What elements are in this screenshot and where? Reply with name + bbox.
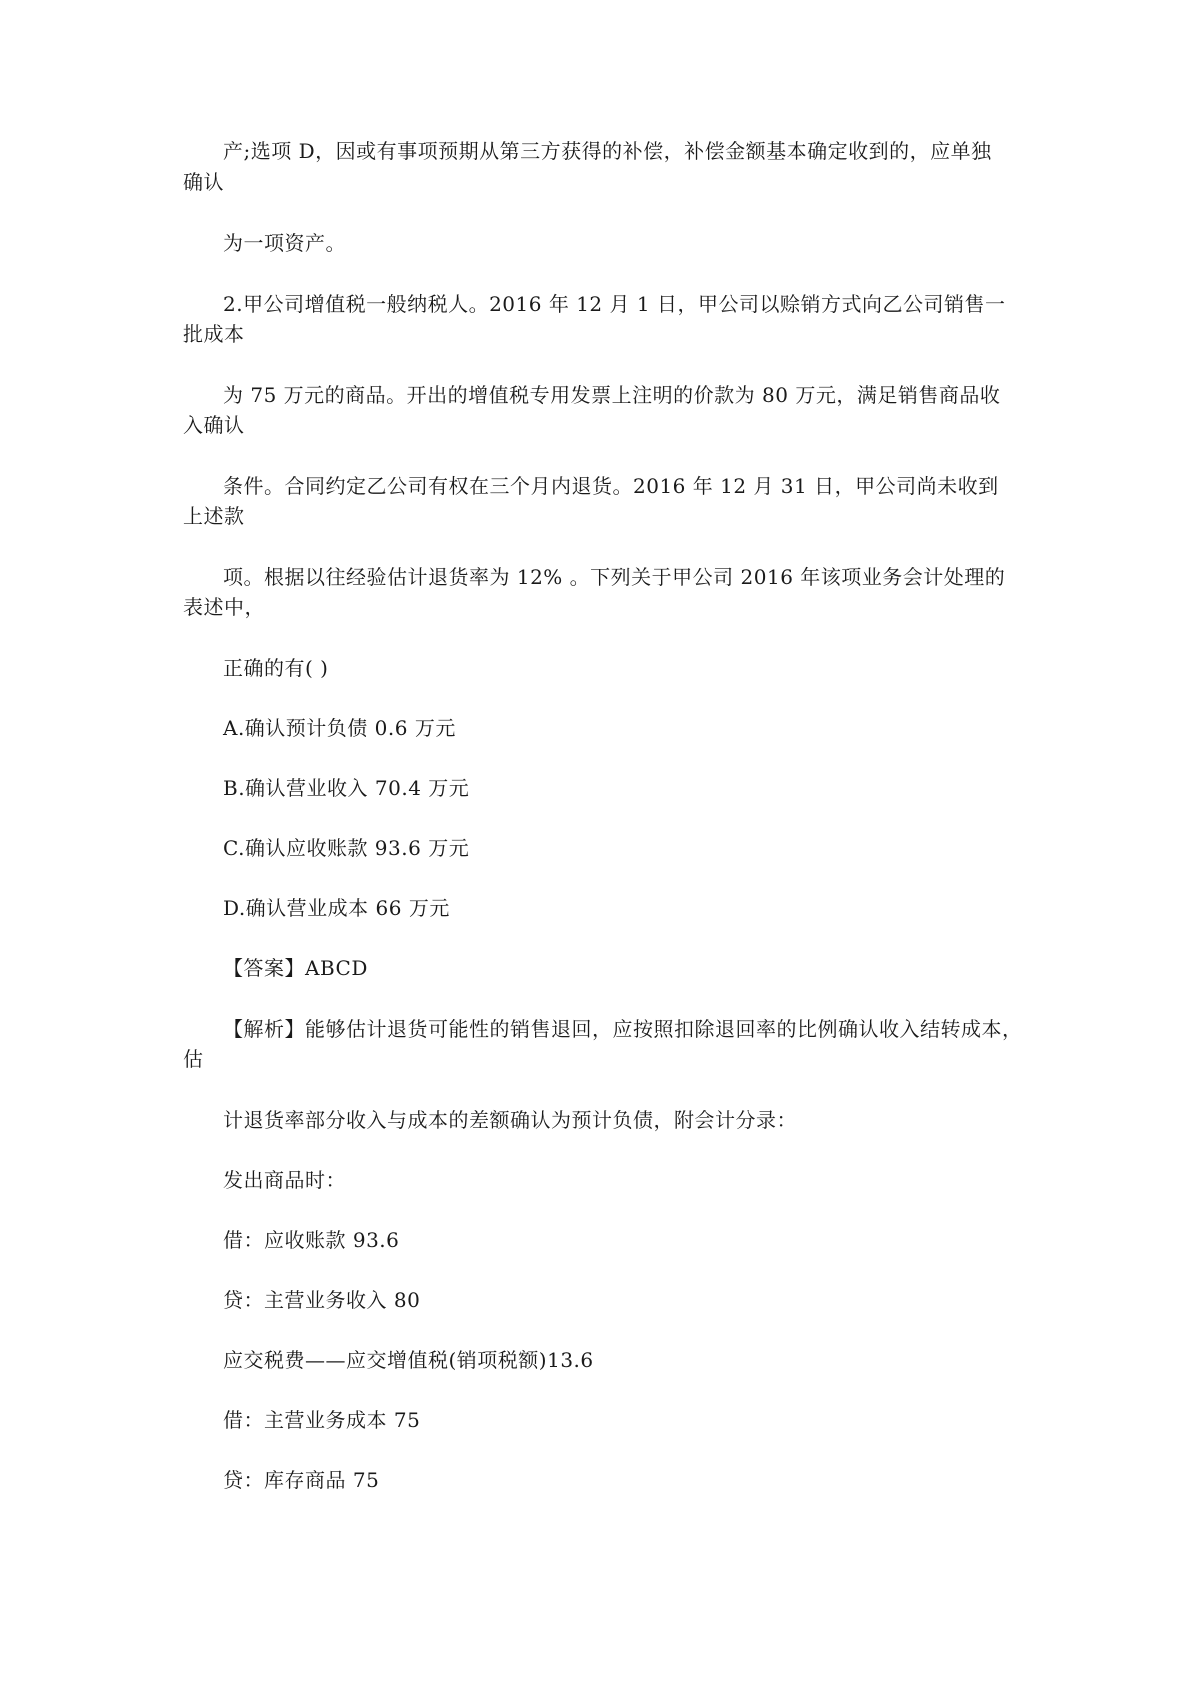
question-line-wrap: 入确认: [183, 413, 245, 437]
question-line: 为 75 万元的商品。开出的增值税专用发票上注明的价款为 80 万元，满足销售商品收: [223, 383, 1001, 407]
journal-entry: 贷：主营业务收入 80: [223, 1288, 421, 1312]
question-line: 项。根据以往经验估计退货率为 12% 。下列关于甲公司 2016 年该项业务会计处理的: [223, 565, 1006, 589]
question-line: 2.甲公司增值税一般纳税人。2016 年 12 月 1 日，甲公司以赊销方式向乙公司销售一: [223, 292, 1006, 316]
paragraph-line: 为一项资产。: [223, 231, 346, 255]
option-b: B.确认营业收入 70.4 万元: [223, 776, 470, 800]
analysis-line: 计退货率部分收入与成本的差额确认为预计负债，附会计分录：: [223, 1108, 797, 1132]
analysis-line: 发出商品时：: [223, 1168, 346, 1192]
paragraph-line: 产;选项 D，因或有事项预期从第三方获得的补偿，补偿金额基本确定收到的，应单独: [223, 139, 992, 163]
question-line-wrap: 表述中，: [183, 595, 265, 619]
journal-entry: 借：应收账款 93.6: [223, 1228, 400, 1252]
journal-entry: 贷：库存商品 75: [223, 1468, 380, 1492]
paragraph-line-wrap: 确认: [183, 170, 224, 194]
journal-entry: 借：主营业务成本 75: [223, 1408, 421, 1432]
option-a: A.确认预计负债 0.6 万元: [223, 716, 456, 740]
question-line-wrap: 上述款: [183, 504, 245, 528]
question-line: 条件。合同约定乙公司有权在三个月内退货。2016 年 12 月 31 日，甲公司尚未收到: [223, 474, 999, 498]
option-d: D.确认营业成本 66 万元: [223, 896, 450, 920]
question-line: 正确的有( ): [223, 656, 329, 680]
analysis-line: 【解析】能够估计退货可能性的销售退回，应按照扣除退回率的比例确认收入结转成本，: [223, 1017, 1023, 1041]
answer-line: 【答案】ABCD: [223, 956, 368, 980]
journal-entry: 应交税费——应交增值税(销项税额)13.6: [223, 1348, 594, 1372]
option-c: C.确认应收账款 93.6 万元: [223, 836, 470, 860]
analysis-line-wrap: 估: [183, 1047, 204, 1071]
question-line-wrap: 批成本: [183, 322, 245, 346]
